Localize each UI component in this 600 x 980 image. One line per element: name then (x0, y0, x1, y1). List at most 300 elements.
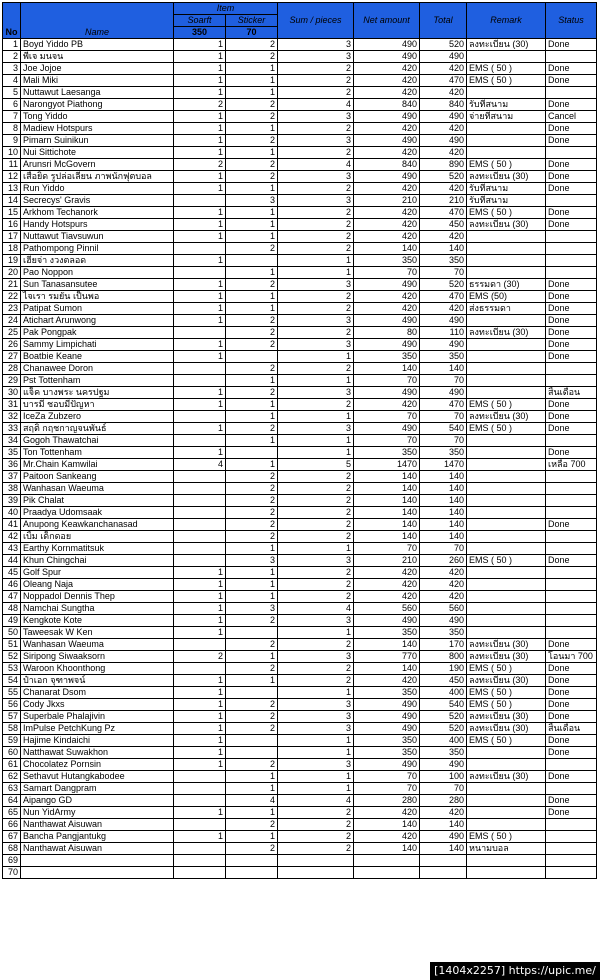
sticker-qty-cell[interactable]: 1 (226, 123, 278, 135)
row-number-cell[interactable]: 35 (3, 447, 21, 459)
status-cell[interactable]: Done (546, 711, 597, 723)
sticker-qty-cell[interactable]: 2 (226, 711, 278, 723)
total-cell[interactable]: 890 (420, 159, 467, 171)
scarft-qty-cell[interactable]: 1 (174, 591, 226, 603)
remark-cell[interactable] (467, 495, 546, 507)
sum-pieces-cell[interactable]: 2 (278, 291, 354, 303)
row-number-cell[interactable]: 34 (3, 435, 21, 447)
name-cell[interactable]: Chocolatez Pornsin (21, 759, 174, 771)
scarft-qty-cell[interactable]: 1 (174, 75, 226, 87)
sticker-qty-cell[interactable]: 1 (226, 231, 278, 243)
row-number-cell[interactable]: 40 (3, 507, 21, 519)
name-cell[interactable]: Pik Chalat (21, 495, 174, 507)
name-cell[interactable]: Waroon Khoonthong (21, 663, 174, 675)
row-number-cell[interactable]: 53 (3, 663, 21, 675)
status-cell[interactable]: Done (546, 291, 597, 303)
scarft-qty-cell[interactable]: 1 (174, 207, 226, 219)
net-amount-cell[interactable]: 420 (354, 291, 420, 303)
sticker-qty-cell[interactable]: 3 (226, 195, 278, 207)
status-cell[interactable]: Done (546, 687, 597, 699)
sum-pieces-cell[interactable]: 1 (278, 783, 354, 795)
row-number-cell[interactable]: 65 (3, 807, 21, 819)
status-cell[interactable] (546, 783, 597, 795)
scarft-qty-cell[interactable] (174, 867, 226, 879)
sticker-qty-cell[interactable]: 2 (226, 327, 278, 339)
sticker-qty-cell[interactable]: 1 (226, 147, 278, 159)
status-cell[interactable] (546, 591, 597, 603)
net-amount-cell[interactable] (354, 867, 420, 879)
total-cell[interactable]: 420 (420, 303, 467, 315)
status-cell[interactable]: Done (546, 279, 597, 291)
remark-cell[interactable] (467, 255, 546, 267)
net-amount-cell[interactable]: 490 (354, 279, 420, 291)
total-cell[interactable]: 140 (420, 519, 467, 531)
status-cell[interactable] (546, 615, 597, 627)
total-cell[interactable]: 70 (420, 783, 467, 795)
scarft-qty-cell[interactable]: 1 (174, 423, 226, 435)
name-cell[interactable] (21, 855, 174, 867)
total-cell[interactable]: 490 (420, 615, 467, 627)
net-amount-cell[interactable]: 140 (354, 639, 420, 651)
status-cell[interactable]: Done (546, 303, 597, 315)
sum-pieces-cell[interactable]: 2 (278, 495, 354, 507)
scarft-qty-cell[interactable] (174, 195, 226, 207)
remark-cell[interactable]: EMS (50) (467, 291, 546, 303)
sum-pieces-cell[interactable]: 2 (278, 363, 354, 375)
net-amount-cell[interactable]: 140 (354, 363, 420, 375)
sticker-qty-cell[interactable]: 1 (226, 783, 278, 795)
name-cell[interactable]: Nuttawut Tiavsuwun (21, 231, 174, 243)
net-amount-cell[interactable]: 70 (354, 543, 420, 555)
name-cell[interactable]: Earthy Kornmatitsuk (21, 543, 174, 555)
total-cell[interactable]: 140 (420, 531, 467, 543)
sum-pieces-cell[interactable]: 3 (278, 699, 354, 711)
sum-pieces-cell[interactable]: 1 (278, 255, 354, 267)
net-amount-cell[interactable]: 490 (354, 699, 420, 711)
sum-pieces-cell[interactable]: 3 (278, 339, 354, 351)
scarft-qty-cell[interactable] (174, 267, 226, 279)
remark-cell[interactable]: ลงทะเบียน (30) (467, 771, 546, 783)
total-cell[interactable]: 70 (420, 435, 467, 447)
sum-pieces-cell[interactable]: 2 (278, 531, 354, 543)
scarft-qty-cell[interactable] (174, 327, 226, 339)
row-number-cell[interactable]: 47 (3, 591, 21, 603)
remark-cell[interactable] (467, 483, 546, 495)
row-number-cell[interactable]: 51 (3, 639, 21, 651)
sum-pieces-cell[interactable]: 1 (278, 267, 354, 279)
sum-pieces-cell[interactable]: 3 (278, 315, 354, 327)
sticker-qty-cell[interactable]: 1 (226, 63, 278, 75)
sum-pieces-cell[interactable]: 3 (278, 135, 354, 147)
remark-cell[interactable] (467, 459, 546, 471)
sum-pieces-cell[interactable]: 2 (278, 819, 354, 831)
sum-pieces-cell[interactable]: 3 (278, 723, 354, 735)
name-cell[interactable]: Tong Yiddo (21, 111, 174, 123)
name-cell[interactable]: Atichart Arunwong (21, 315, 174, 327)
net-amount-cell[interactable]: 420 (354, 63, 420, 75)
remark-cell[interactable] (467, 447, 546, 459)
remark-cell[interactable] (467, 315, 546, 327)
status-cell[interactable] (546, 243, 597, 255)
name-cell[interactable]: Sethavut Hutangkabodee (21, 771, 174, 783)
remark-cell[interactable]: รับที่สนาม (467, 195, 546, 207)
net-amount-cell[interactable]: 420 (354, 207, 420, 219)
name-cell[interactable]: Golf Spur (21, 567, 174, 579)
row-number-cell[interactable]: 43 (3, 543, 21, 555)
sticker-qty-cell[interactable]: 1 (226, 183, 278, 195)
scarft-qty-cell[interactable]: 1 (174, 231, 226, 243)
remark-cell[interactable] (467, 807, 546, 819)
sum-pieces-cell[interactable]: 3 (278, 555, 354, 567)
sticker-qty-cell[interactable] (226, 255, 278, 267)
name-cell[interactable]: แจ็ค บางพระ นครปฐม (21, 387, 174, 399)
status-cell[interactable]: Done (546, 315, 597, 327)
status-cell[interactable]: Done (546, 99, 597, 111)
total-cell[interactable]: 420 (420, 231, 467, 243)
row-number-cell[interactable]: 5 (3, 87, 21, 99)
row-number-cell[interactable]: 68 (3, 843, 21, 855)
sum-pieces-cell[interactable]: 3 (278, 711, 354, 723)
sum-pieces-cell[interactable]: 1 (278, 771, 354, 783)
total-cell[interactable]: 800 (420, 651, 467, 663)
sum-pieces-cell[interactable]: 4 (278, 603, 354, 615)
scarft-qty-cell[interactable]: 1 (174, 399, 226, 411)
name-cell[interactable]: Mr.Chain Kamwilai (21, 459, 174, 471)
row-number-cell[interactable]: 66 (3, 819, 21, 831)
row-number-cell[interactable]: 19 (3, 255, 21, 267)
name-cell[interactable]: เบิ้ม เด็กดอย (21, 531, 174, 543)
remark-cell[interactable]: ลงทะเบียน (30) (467, 651, 546, 663)
status-cell[interactable]: Done (546, 183, 597, 195)
status-cell[interactable] (546, 255, 597, 267)
status-cell[interactable]: Done (546, 339, 597, 351)
name-cell[interactable]: Pimarn Suinikun (21, 135, 174, 147)
name-cell[interactable]: เสือยิด รูปล่อเลียน ภาพนักฟุตบอล (21, 171, 174, 183)
remark-cell[interactable] (467, 795, 546, 807)
scarft-qty-cell[interactable]: 1 (174, 219, 226, 231)
net-amount-cell[interactable]: 490 (354, 423, 420, 435)
status-cell[interactable]: Done (546, 639, 597, 651)
scarft-qty-cell[interactable]: 1 (174, 315, 226, 327)
remark-cell[interactable]: ลงทะเบียน (30) (467, 723, 546, 735)
row-number-cell[interactable]: 25 (3, 327, 21, 339)
net-amount-cell[interactable]: 420 (354, 183, 420, 195)
sum-pieces-cell[interactable]: 3 (278, 171, 354, 183)
sum-pieces-cell[interactable]: 2 (278, 675, 354, 687)
sticker-qty-cell[interactable] (226, 867, 278, 879)
status-cell[interactable]: โอนมา 700 (546, 651, 597, 663)
sum-pieces-cell[interactable]: 1 (278, 447, 354, 459)
sum-pieces-cell[interactable]: 2 (278, 831, 354, 843)
scarft-qty-cell[interactable] (174, 843, 226, 855)
sum-pieces-cell[interactable]: 2 (278, 75, 354, 87)
net-amount-cell[interactable]: 420 (354, 231, 420, 243)
net-amount-cell[interactable]: 420 (354, 579, 420, 591)
row-number-cell[interactable]: 13 (3, 183, 21, 195)
scarft-qty-cell[interactable] (174, 639, 226, 651)
sticker-qty-cell[interactable]: 2 (226, 699, 278, 711)
status-cell[interactable] (546, 267, 597, 279)
net-amount-cell[interactable]: 490 (354, 711, 420, 723)
row-number-cell[interactable]: 42 (3, 531, 21, 543)
sticker-qty-cell[interactable]: 1 (226, 807, 278, 819)
sum-pieces-cell[interactable]: 2 (278, 63, 354, 75)
sum-pieces-cell[interactable]: 3 (278, 39, 354, 51)
status-cell[interactable] (546, 231, 597, 243)
row-number-cell[interactable]: 18 (3, 243, 21, 255)
scarft-qty-cell[interactable] (174, 483, 226, 495)
sticker-qty-cell[interactable]: 1 (226, 675, 278, 687)
net-amount-cell[interactable]: 70 (354, 411, 420, 423)
status-cell[interactable] (546, 507, 597, 519)
sticker-qty-cell[interactable]: 2 (226, 279, 278, 291)
net-amount-cell[interactable]: 490 (354, 339, 420, 351)
row-number-cell[interactable]: 33 (3, 423, 21, 435)
row-number-cell[interactable]: 29 (3, 375, 21, 387)
scarft-qty-cell[interactable]: 1 (174, 303, 226, 315)
scarft-qty-cell[interactable]: 1 (174, 831, 226, 843)
scarft-qty-cell[interactable] (174, 471, 226, 483)
scarft-qty-cell[interactable]: 1 (174, 339, 226, 351)
sticker-qty-cell[interactable] (226, 747, 278, 759)
net-amount-cell[interactable]: 420 (354, 831, 420, 843)
net-amount-cell[interactable]: 350 (354, 255, 420, 267)
net-amount-cell[interactable]: 70 (354, 771, 420, 783)
name-cell[interactable]: Paitoon Sankeang (21, 471, 174, 483)
total-cell[interactable]: 170 (420, 639, 467, 651)
name-cell[interactable]: Wanhasan Waeuma (21, 639, 174, 651)
remark-cell[interactable] (467, 375, 546, 387)
row-number-cell[interactable]: 39 (3, 495, 21, 507)
scarft-qty-cell[interactable] (174, 855, 226, 867)
total-cell[interactable]: 490 (420, 51, 467, 63)
total-cell[interactable]: 70 (420, 267, 467, 279)
sum-pieces-cell[interactable]: 2 (278, 663, 354, 675)
status-cell[interactable]: Done (546, 663, 597, 675)
remark-cell[interactable]: EMS ( 50 ) (467, 663, 546, 675)
net-amount-cell[interactable]: 840 (354, 99, 420, 111)
sticker-qty-cell[interactable]: 2 (226, 519, 278, 531)
sum-pieces-cell[interactable]: 2 (278, 183, 354, 195)
row-number-cell[interactable]: 67 (3, 831, 21, 843)
total-cell[interactable]: 490 (420, 135, 467, 147)
net-amount-cell[interactable] (354, 855, 420, 867)
total-cell[interactable]: 70 (420, 411, 467, 423)
sticker-qty-cell[interactable]: 1 (226, 411, 278, 423)
sticker-qty-cell[interactable]: 2 (226, 111, 278, 123)
net-amount-cell[interactable]: 490 (354, 111, 420, 123)
sticker-qty-cell[interactable]: 2 (226, 495, 278, 507)
sticker-qty-cell[interactable]: 1 (226, 303, 278, 315)
name-cell[interactable]: Nanthawat Aisuwan (21, 819, 174, 831)
name-cell[interactable]: Run Yiddo (21, 183, 174, 195)
name-cell[interactable]: ImPulse PetchKung Pz (21, 723, 174, 735)
name-cell[interactable]: Namchai Sungtha (21, 603, 174, 615)
remark-cell[interactable]: EMS ( 50 ) (467, 687, 546, 699)
remark-cell[interactable] (467, 531, 546, 543)
remark-cell[interactable] (467, 135, 546, 147)
total-cell[interactable]: 400 (420, 735, 467, 747)
net-amount-cell[interactable]: 140 (354, 471, 420, 483)
status-cell[interactable] (546, 543, 597, 555)
name-cell[interactable]: สฤติ กฤชกาญจนพันธ์ (21, 423, 174, 435)
name-cell[interactable]: Pathompong Pinnil (21, 243, 174, 255)
net-amount-cell[interactable]: 420 (354, 591, 420, 603)
sum-pieces-cell[interactable] (278, 855, 354, 867)
scarft-qty-cell[interactable] (174, 543, 226, 555)
net-amount-cell[interactable]: 140 (354, 843, 420, 855)
row-number-cell[interactable]: 4 (3, 75, 21, 87)
row-number-cell[interactable]: 57 (3, 711, 21, 723)
remark-cell[interactable] (467, 759, 546, 771)
remark-cell[interactable]: EMS ( 50 ) (467, 159, 546, 171)
total-cell[interactable]: 140 (420, 495, 467, 507)
sticker-qty-cell[interactable] (226, 735, 278, 747)
remark-cell[interactable]: EMS ( 50 ) (467, 831, 546, 843)
scarft-qty-cell[interactable]: 2 (174, 159, 226, 171)
row-number-cell[interactable]: 37 (3, 471, 21, 483)
net-amount-cell[interactable]: 70 (354, 267, 420, 279)
row-number-cell[interactable]: 62 (3, 771, 21, 783)
remark-cell[interactable] (467, 147, 546, 159)
row-number-cell[interactable]: 55 (3, 687, 21, 699)
scarft-qty-cell[interactable]: 1 (174, 747, 226, 759)
row-number-cell[interactable]: 30 (3, 387, 21, 399)
status-cell[interactable] (546, 363, 597, 375)
name-cell[interactable]: Cody Jkxs (21, 699, 174, 711)
sum-pieces-cell[interactable]: 2 (278, 399, 354, 411)
name-cell[interactable]: Taweesak W Ken (21, 627, 174, 639)
sticker-qty-cell[interactable]: 2 (226, 639, 278, 651)
remark-cell[interactable] (467, 435, 546, 447)
status-cell[interactable]: Done (546, 675, 597, 687)
sticker-qty-cell[interactable]: 4 (226, 795, 278, 807)
sticker-qty-cell[interactable]: 1 (226, 375, 278, 387)
status-cell[interactable]: Done (546, 699, 597, 711)
status-cell[interactable] (546, 195, 597, 207)
remark-cell[interactable]: ลงทะเบียน (30) (467, 639, 546, 651)
status-cell[interactable]: เหลือ 700 (546, 459, 597, 471)
sticker-qty-cell[interactable]: 2 (226, 471, 278, 483)
row-number-cell[interactable]: 56 (3, 699, 21, 711)
sum-pieces-cell[interactable]: 2 (278, 579, 354, 591)
row-number-cell[interactable]: 24 (3, 315, 21, 327)
row-number-cell[interactable]: 17 (3, 231, 21, 243)
status-cell[interactable] (546, 579, 597, 591)
sticker-qty-cell[interactable]: 1 (226, 87, 278, 99)
name-cell[interactable]: Nuttawut Laesanga (21, 87, 174, 99)
net-amount-cell[interactable]: 350 (354, 747, 420, 759)
sum-pieces-cell[interactable]: 1 (278, 747, 354, 759)
sticker-qty-cell[interactable]: 3 (226, 603, 278, 615)
scarft-qty-cell[interactable]: 1 (174, 147, 226, 159)
status-cell[interactable] (546, 531, 597, 543)
remark-cell[interactable] (467, 579, 546, 591)
row-number-cell[interactable]: 50 (3, 627, 21, 639)
status-cell[interactable] (546, 627, 597, 639)
name-cell[interactable]: Praadya Udomsaak (21, 507, 174, 519)
total-cell[interactable]: 520 (420, 171, 467, 183)
row-number-cell[interactable]: 1 (3, 39, 21, 51)
name-cell[interactable]: Aipango GD (21, 795, 174, 807)
sum-pieces-cell[interactable]: 3 (278, 387, 354, 399)
remark-cell[interactable]: ลงทะเบียน (30) (467, 711, 546, 723)
sticker-qty-cell[interactable]: 1 (226, 831, 278, 843)
total-cell[interactable] (420, 855, 467, 867)
total-cell[interactable]: 450 (420, 219, 467, 231)
total-cell[interactable]: 350 (420, 627, 467, 639)
remark-cell[interactable] (467, 267, 546, 279)
status-cell[interactable] (546, 819, 597, 831)
total-cell[interactable]: 490 (420, 315, 467, 327)
net-amount-cell[interactable]: 210 (354, 195, 420, 207)
status-cell[interactable]: Done (546, 351, 597, 363)
net-amount-cell[interactable]: 140 (354, 243, 420, 255)
net-amount-cell[interactable]: 490 (354, 171, 420, 183)
total-cell[interactable]: 140 (420, 819, 467, 831)
total-cell[interactable]: 520 (420, 279, 467, 291)
net-amount-cell[interactable]: 490 (354, 387, 420, 399)
sum-pieces-cell[interactable]: 3 (278, 651, 354, 663)
scarft-qty-cell[interactable] (174, 495, 226, 507)
scarft-qty-cell[interactable]: 1 (174, 111, 226, 123)
net-amount-cell[interactable]: 140 (354, 531, 420, 543)
scarft-qty-cell[interactable]: 1 (174, 183, 226, 195)
status-cell[interactable] (546, 483, 597, 495)
row-number-cell[interactable]: 54 (3, 675, 21, 687)
status-cell[interactable]: Done (546, 735, 597, 747)
sticker-qty-cell[interactable]: 1 (226, 543, 278, 555)
remark-cell[interactable] (467, 615, 546, 627)
row-number-cell[interactable]: 48 (3, 603, 21, 615)
total-cell[interactable]: 140 (420, 483, 467, 495)
row-number-cell[interactable]: 2 (3, 51, 21, 63)
sticker-qty-cell[interactable]: 2 (226, 615, 278, 627)
sticker-qty-cell[interactable]: 1 (226, 459, 278, 471)
row-number-cell[interactable]: 49 (3, 615, 21, 627)
net-amount-cell[interactable]: 420 (354, 147, 420, 159)
net-amount-cell[interactable]: 210 (354, 555, 420, 567)
scarft-qty-cell[interactable]: 1 (174, 39, 226, 51)
sum-pieces-cell[interactable]: 2 (278, 639, 354, 651)
remark-cell[interactable]: หนามบอล (467, 843, 546, 855)
total-cell[interactable]: 470 (420, 399, 467, 411)
remark-cell[interactable] (467, 351, 546, 363)
total-cell[interactable]: 100 (420, 771, 467, 783)
row-number-cell[interactable]: 27 (3, 351, 21, 363)
scarft-qty-cell[interactable]: 1 (174, 723, 226, 735)
name-cell[interactable]: เฮียจ่า งวงตลอด (21, 255, 174, 267)
total-cell[interactable]: 140 (420, 507, 467, 519)
row-number-cell[interactable]: 3 (3, 63, 21, 75)
scarft-qty-cell[interactable] (174, 663, 226, 675)
name-cell[interactable]: Siripong Siwaaksorn (21, 651, 174, 663)
remark-cell[interactable]: ลงทะเบียน (30) (467, 39, 546, 51)
net-amount-cell[interactable]: 350 (354, 627, 420, 639)
sticker-qty-cell[interactable]: 1 (226, 267, 278, 279)
sticker-qty-cell[interactable]: 2 (226, 663, 278, 675)
scarft-qty-cell[interactable]: 4 (174, 459, 226, 471)
sum-pieces-cell[interactable]: 1 (278, 375, 354, 387)
sticker-qty-cell[interactable]: 1 (226, 591, 278, 603)
name-cell[interactable]: Nanthawat Aisuwan (21, 843, 174, 855)
name-cell[interactable]: Joe Jojoe (21, 63, 174, 75)
sum-pieces-cell[interactable]: 3 (278, 615, 354, 627)
sticker-qty-cell[interactable]: 2 (226, 759, 278, 771)
scarft-qty-cell[interactable]: 1 (174, 675, 226, 687)
net-amount-cell[interactable]: 350 (354, 351, 420, 363)
scarft-qty-cell[interactable] (174, 411, 226, 423)
